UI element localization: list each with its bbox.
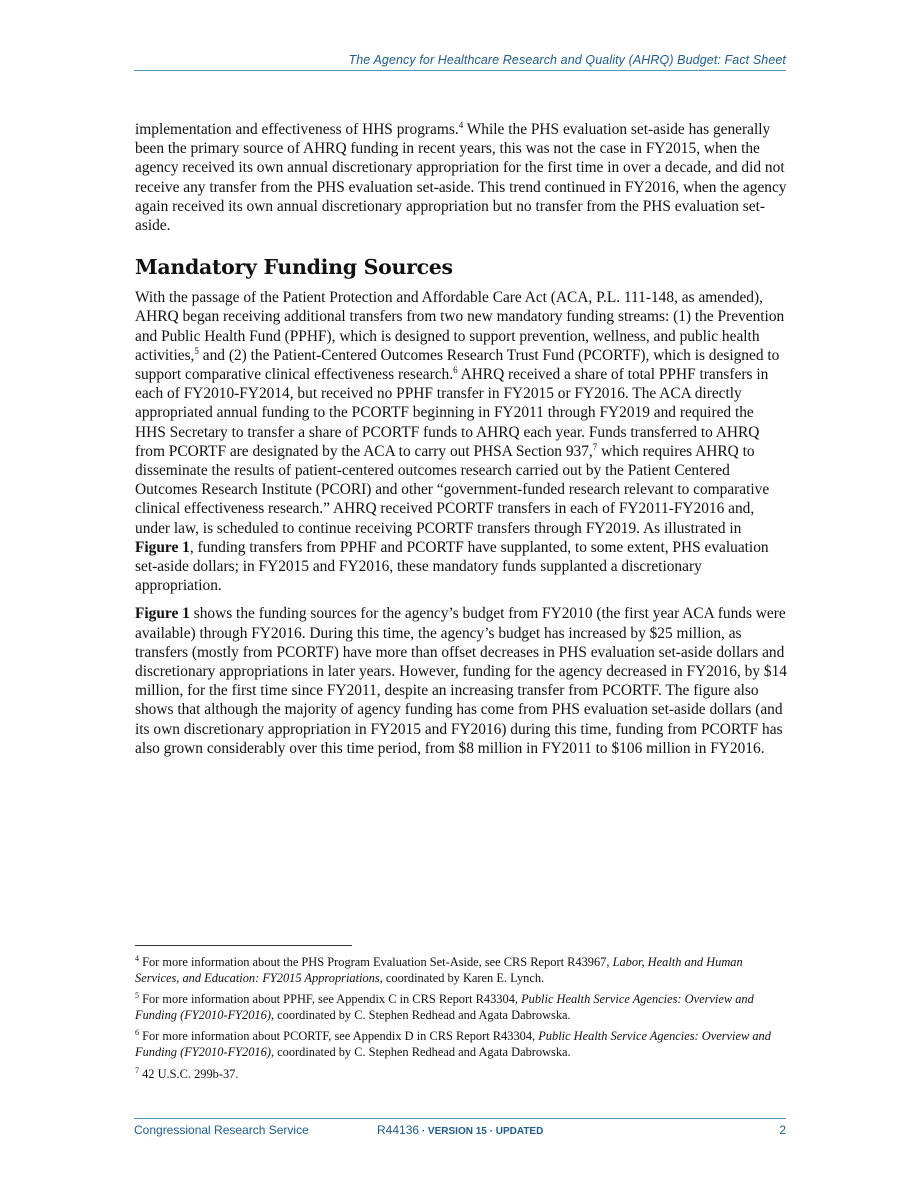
footnote-number: 7 [135, 1065, 139, 1075]
footnote-4 [135, 955, 787, 986]
paragraph-text: implementation and effectiveness of HHS programs. [135, 121, 459, 138]
paragraph-2 [135, 288, 787, 595]
footnote-divider [135, 945, 352, 946]
paragraph-text: , funding transfers from PPHF and PCORTF have supplanted, to some extent, PHS evaluation set-aside dollars; in FY2015 and FY2016, these mandatory funds supplanted a discretionary appropriation. [135, 538, 769, 595]
footnote-5 [135, 992, 787, 1023]
header-divider [134, 70, 786, 71]
footnote-number: 5 [135, 991, 139, 1001]
footer-divider [134, 1118, 786, 1119]
footnote-text: , coordinated by Karen E. Lynch. [379, 970, 545, 985]
page-footer [134, 1123, 786, 1139]
report-title: Labor, Health and Human Services, and Education: FY2015 Appropriations [135, 955, 743, 985]
paragraph-text: shows the funding sources for the agency’s budget from FY2010 (the first year ACA funds were available) through FY2016. During this time, the agency’s budget has increased by $25 million, as transfers (mostly from PCORTF) have more than offset decreases in PHS evaluation set-aside dollars and discretionary appropriations in later years. However, funding for the agency decreased in FY2016, by $14 million, for the first time since FY2011, despite an increasing transfer from PCORTF. The figure also shows that although the majority of agency funding has come from PHS evaluation set-aside dollars (and its own discretionary appropriation in FY2015 and FY2016) during this time, funding from PCORTF has also grown considerably over this time period, from $8 million in FY2011 to $106 million in FY2016. [135, 605, 787, 757]
section-heading: Mandatory Funding Sources [135, 255, 453, 280]
footnote-number: 6 [135, 1028, 139, 1038]
footnote-ref-5[interactable]: 5 [194, 345, 199, 356]
paragraph-text: While the PHS evaluation set-aside has generally been the primary source of AHRQ funding in recent years, this was not the case in FY2015, when the agency received its own annual discretionary appropriation for the first time in over a decade, and did not receive any transfer from the PHS evaluation set-aside. This trend continued in FY2016, when the agency again received its own annual discretionary appropriation but no transfer from the PHS evaluation set-aside. [135, 121, 787, 235]
footnote-text: , coordinated by C. Stephen Redhead and Agata Dabrowska. [270, 1044, 571, 1059]
paragraph-text: AHRQ received a share of total PPHF transfers in each of FY2010-FY2014, but received no PPHF transfer in FY2015 or FY2016. The ACA directly appropriated annual funding to the PCORTF beginning in FY2011 through FY2019 and required the HHS Secretary to transfer a share of PCORTF funds to AHRQ each year. Funds transferred to AHRQ from PCORTF are designated by the ACA to carry out PHSA Section 937, [135, 366, 769, 460]
figure-reference[interactable]: Figure 1 [135, 538, 190, 556]
footnote-ref-6[interactable]: 6 [453, 364, 458, 375]
footnote-ref-7[interactable]: 7 [592, 441, 598, 452]
footnote-text: 42 U.S.C. 299b-37. [139, 1066, 239, 1081]
footnote-ref-4[interactable]: 4 [458, 119, 464, 130]
report-title: Public Health Service Agencies: Overview and Funding (FY2010-FY2016) [135, 1029, 771, 1059]
footnote-number: 4 [135, 953, 139, 963]
paragraph-text: and (2) the Patient-Centered Outcomes Research Trust Fund (PCORTF), which is designed to support comparative clinical effectiveness research. [135, 346, 780, 384]
report-version: · VERSION 15 · UPDATED [419, 1126, 544, 1137]
footer-organization: Congressional Research Service [134, 1123, 309, 1137]
footnote-6 [135, 1029, 787, 1060]
figure-reference[interactable]: Figure 1 [135, 605, 190, 623]
footnote-7 [135, 1067, 787, 1083]
running-header: The Agency for Healthcare Research and Quality (AHRQ) Budget: Fact Sheet [348, 53, 786, 67]
paragraph-text: With the passage of the Patient Protection and Affordable Care Act (ACA, P.L. 111-148, as amended), AHRQ began receiving additional transfers from two new mandatory funding streams: (1) the Prevention and Public Health Fund (PPHF), which is designed to support prevention, wellness, and public health activities, [135, 289, 785, 364]
report-number: R44136 [377, 1123, 420, 1137]
footnotes [135, 955, 787, 1088]
report-title: Public Health Service Agencies: Overview and Funding (FY2010-FY2016) [135, 992, 754, 1022]
page-number: 2 [779, 1123, 786, 1137]
page-body [135, 120, 787, 767]
footer-report-id [377, 1123, 543, 1137]
paragraph-text: which requires AHRQ to disseminate the results of patient-centered outcomes research carried out by the Patient Centered Outcomes Research Institute (PCORI) and other “government-funded research relevant to comparative clinical effectiveness research.” AHRQ received PCORTF transfers in each of FY2011-FY2016 and, under law, is scheduled to continue receiving PCORTF transfers through FY2019. As illustrated in [135, 442, 770, 537]
footnote-text: , coordinated by C. Stephen Redhead and Agata Dabrowska. [270, 1007, 571, 1022]
paragraph-3 [135, 604, 787, 758]
footnote-text: For more information about PCORTF, see Appendix D in CRS Report R43304, [139, 1029, 539, 1044]
footnote-text: For more information about the PHS Program Evaluation Set-Aside, see CRS Report R43967, [139, 955, 613, 969]
footnote-text: For more information about PPHF, see Appendix C in CRS Report R43304, [139, 992, 522, 1007]
paragraph-1 [135, 120, 787, 235]
